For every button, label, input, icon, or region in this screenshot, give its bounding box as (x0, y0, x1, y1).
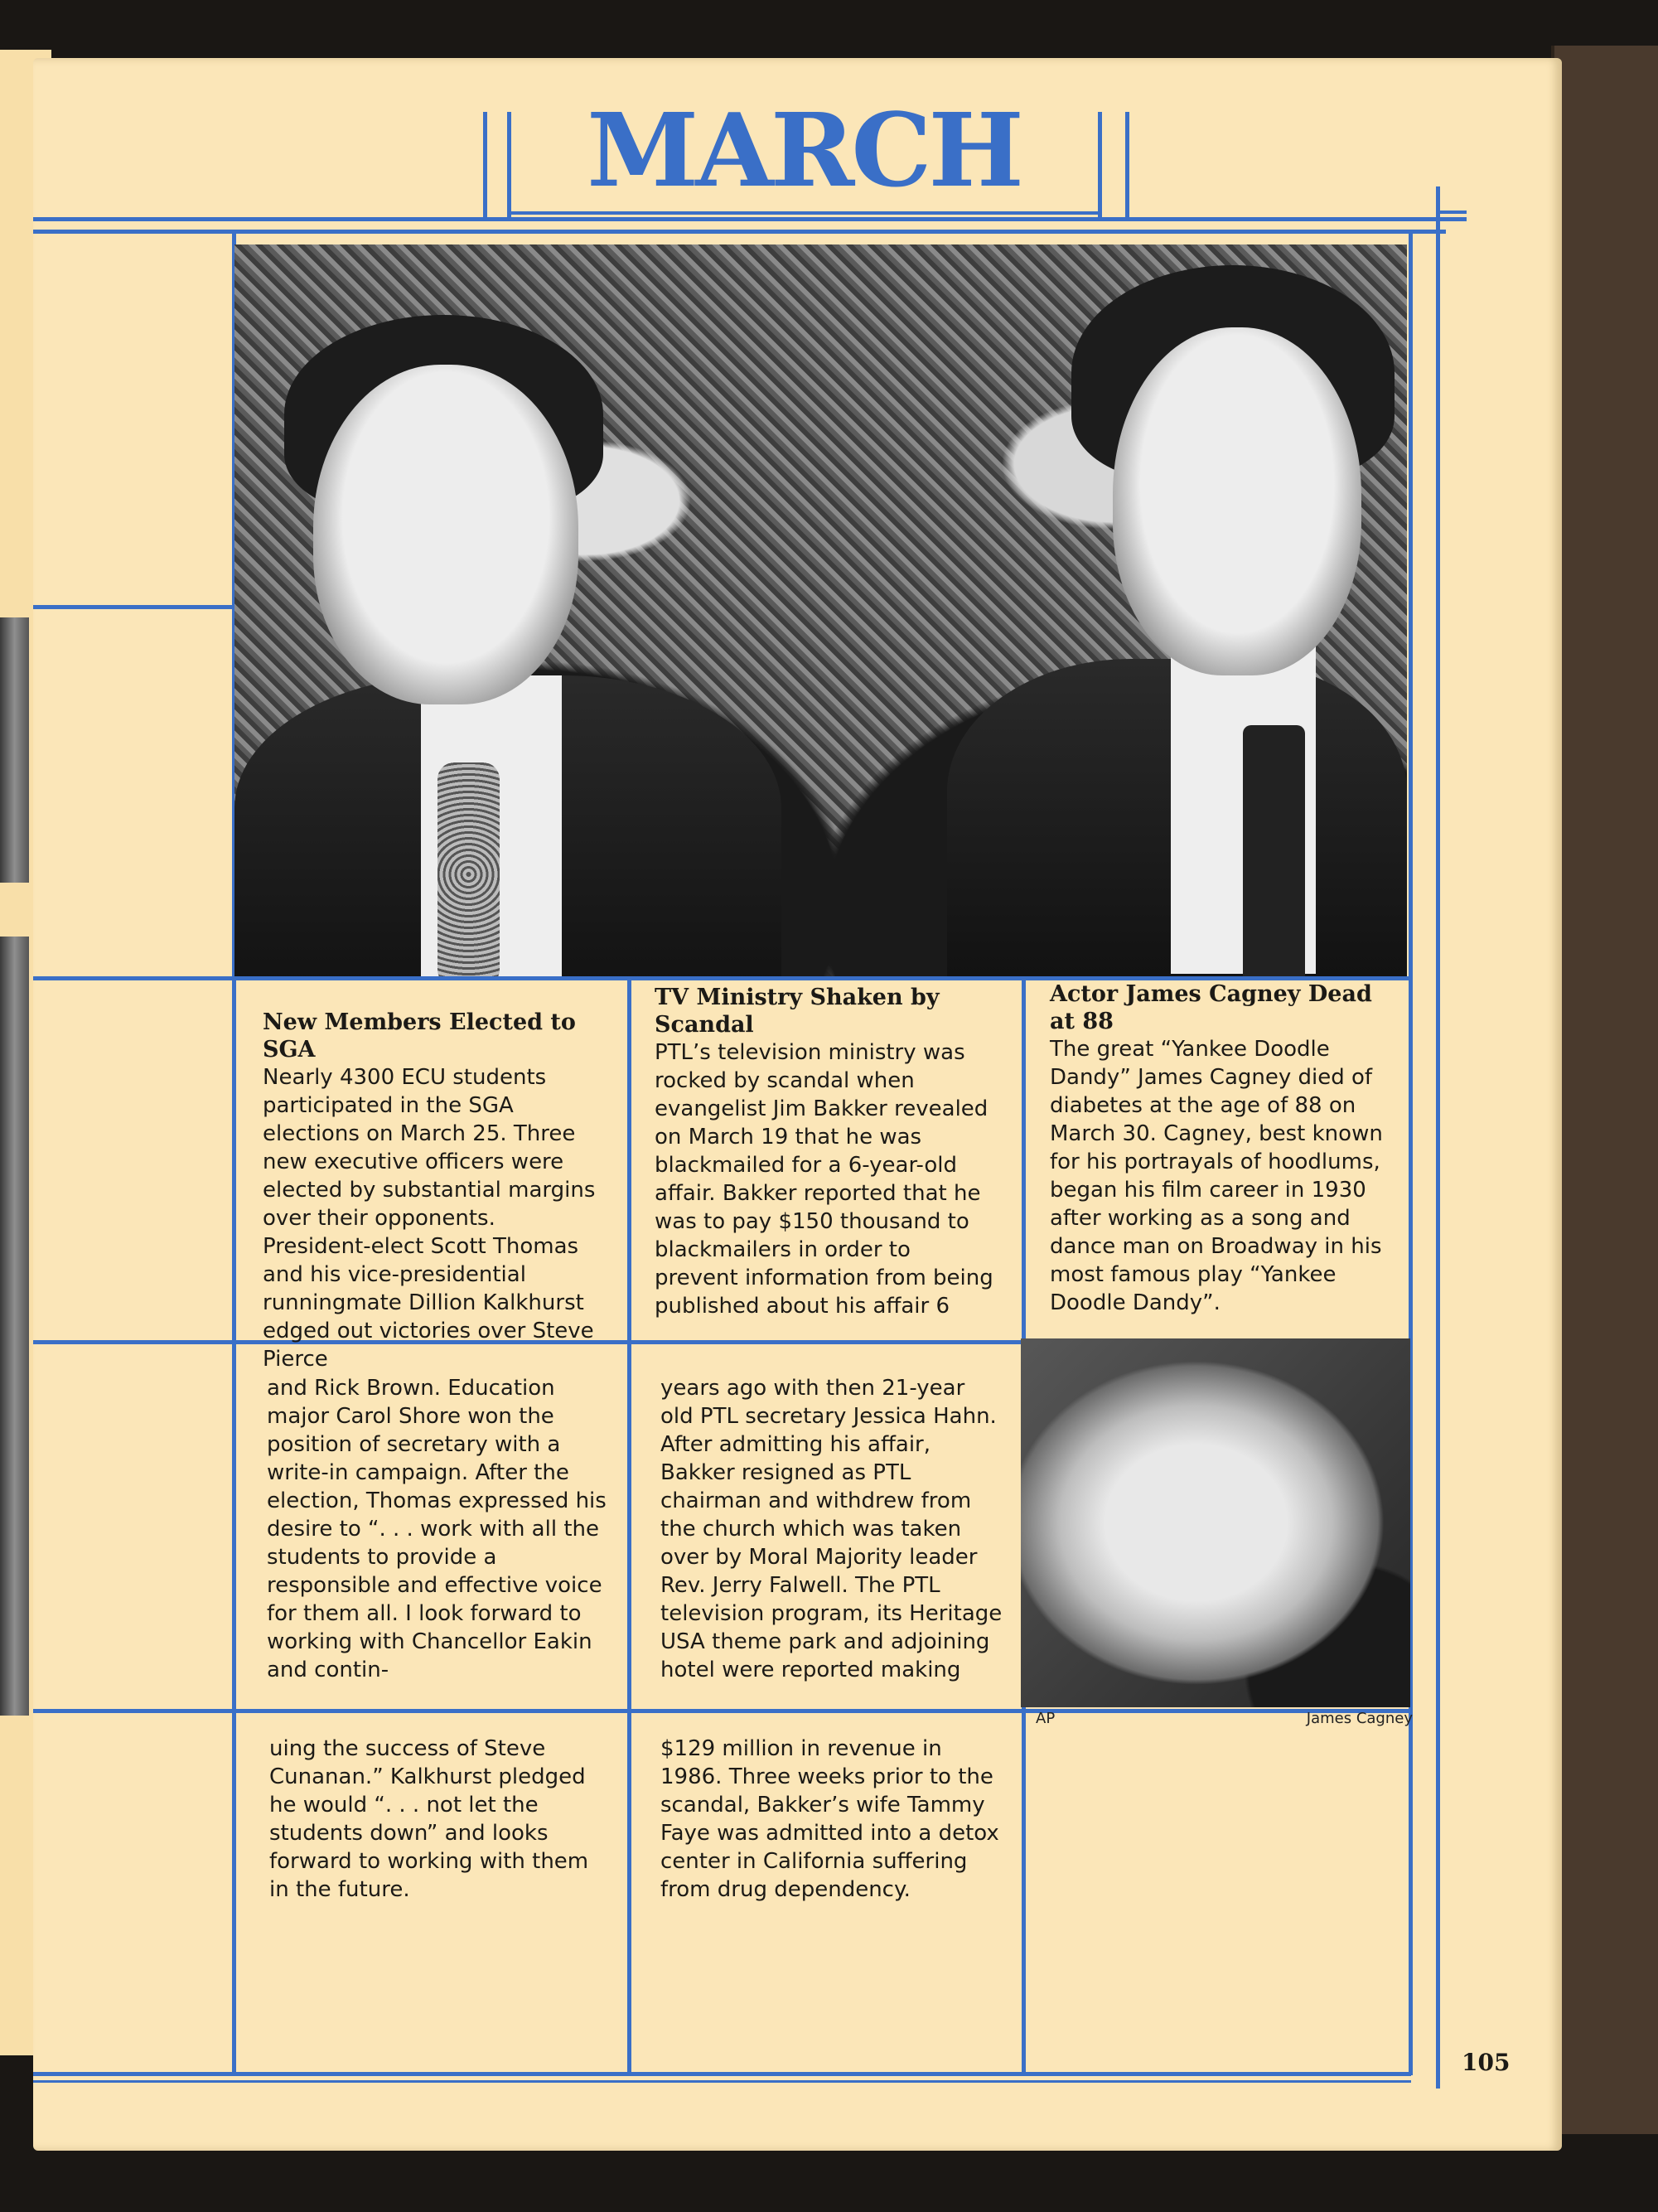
sga-text-2: and Rick Brown. Education major Carol Shore won the position of secretary with a write-in campaign. After the election, Thomas expressed his desire to “. . . work with all the students to provide a responsible and effective voice for them all. I look forward to working with Chancellor Eakin and contin- (267, 1376, 607, 1682)
photo-credit: AP (1036, 1710, 1056, 1727)
page-title: MARCH (587, 90, 1021, 210)
page-number: 105 (1462, 2049, 1511, 2076)
ptl-text-3: $129 million in revenue in 1986. Three weeks prior to the scandal, Bakker’s wife Tammy Faye was admitted into a detox center in California suffering from drug dependency. (660, 1736, 999, 1902)
sga-headline: New Members Elected to SGA (263, 1009, 576, 1062)
left-page-photo-strip (0, 937, 29, 1716)
ptl-story-part1 (655, 984, 998, 1320)
cagney-headline: Actor James Cagney Dead at 88 (1050, 981, 1372, 1034)
sga-officers-photo (234, 244, 1407, 976)
ptl-headline: TV Ministry Shaken by Scandal (655, 985, 940, 1038)
sga-text-1: Nearly 4300 ECU students participated in the SGA elections on March 25. Three new executive officers were elected by substantial margins over their opponents. President-elect Scott Thomas and his vice-presidential runningmate Dillion Kalkhurst edged out victories over Steve Pierce (263, 1065, 596, 1372)
book-binding (1551, 46, 1658, 2134)
photo-caption: James Cagney (1306, 1710, 1413, 1727)
ptl-text-2: years ago with then 21-year old PTL secretary Jessica Hahn. After admitting his affair, Bakker resigned as PTL chairman and withdrew from the church which was taken over by Moral Majority leader Rev. Jerry Falwell. The PTL television program, its Heritage USA theme park and adjoining hotel were reported making (660, 1376, 1003, 1682)
cagney-text: The great “Yankee Doodle Dandy” James Cagney died of diabetes at the age of 88 on March 30. Cagney, best known for his portrayals of hoodlums, began his film career in 1930 after working as a song and dance man on Broadway in his most famous play “Yankee Doodle Dandy”. (1050, 1037, 1383, 1315)
cagney-photo (1021, 1338, 1410, 1707)
cagney-story (1050, 980, 1398, 1317)
sga-story-part1 (263, 1009, 607, 1373)
left-page-photo-strip (0, 617, 29, 883)
ptl-text-1: PTL’s television ministry was rocked by scandal when evangelist Jim Bakker revealed on March 19 that he was blackmailed for a 6-year-old affair. Bakker reported that he was to pay $150 thousand to blackmailers in order to prevent information from being published about his affair 6 (655, 1040, 993, 1319)
sga-text-3: uing the success of Steve Cunanan.” Kalkhurst pledged he would “. . . not let the students down” and looks forward to working with them in the future. (269, 1736, 589, 1902)
